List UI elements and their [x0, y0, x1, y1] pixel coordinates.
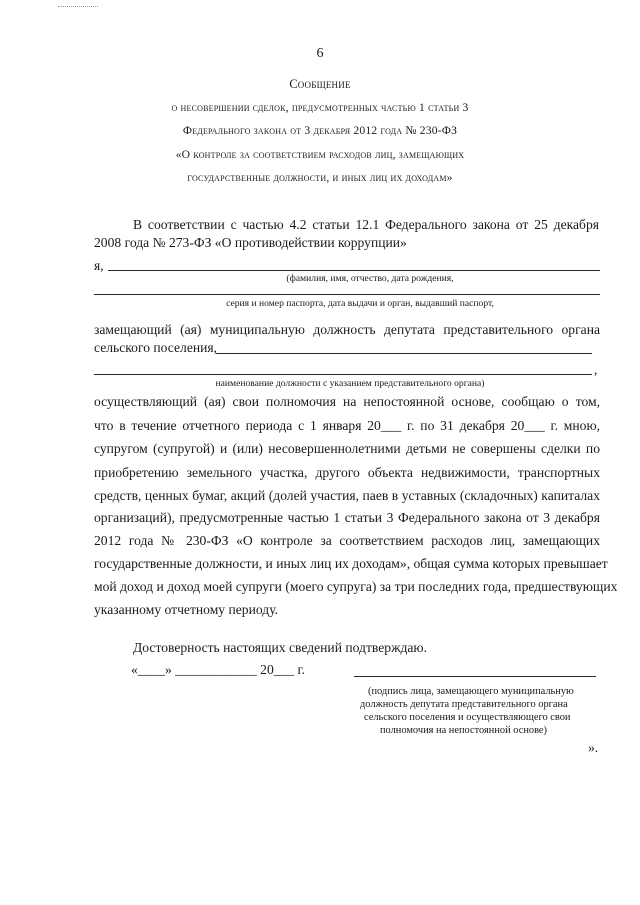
closing-quote: ». — [588, 740, 599, 755]
signature-caption-line-4: полномочия на непостоянной основе) — [380, 725, 547, 736]
date-field[interactable]: «____» ____________ 20___ г. — [131, 662, 305, 677]
header-line-3: «О контроле за соответствием расходов лиц, замещающих — [175, 148, 465, 161]
person-prefix: я, — [94, 258, 104, 273]
body-line-4: приобретению земельного участка, другого объекта недвижимости, транспортных — [94, 465, 600, 480]
position-input-line-2[interactable] — [94, 374, 592, 375]
signature-caption-line-2: должность депутата представительного органа — [360, 699, 568, 710]
header-line-4: государственные должности, и иных лиц их доходам» — [187, 171, 453, 184]
header-line-2: Федерального закона от 3 декабря 2012 года № 230-ФЗ — [182, 124, 458, 137]
header-line-1: о несовершении сделок, предусмотренных частью 1 статьи 3 — [171, 101, 469, 114]
body-line-1: осуществляющий (ая) свои полномочия на непостоянной основе, сообщаю о том, — [94, 394, 600, 409]
body-line-3: супругом (супругой) и (или) несовершеннолетними детьми не совершены сделки по — [94, 441, 600, 456]
position-line-2: сельского поселения, — [94, 340, 218, 355]
body-last-line: указанному отчетному периоду. — [94, 602, 279, 617]
person-caption: (фамилия, имя, отчество, дата рождения, — [286, 273, 454, 284]
intro-line-1: В соответствии с частью 4.2 статьи 12.1 Федерального закона от 25 декабря — [133, 217, 599, 232]
signature-input-line[interactable] — [354, 676, 596, 677]
document-title: Сообщение — [289, 77, 351, 91]
page-number: 6 — [316, 46, 324, 61]
intro-line-2: 2008 года № 273-ФЗ «О противодействии коррупции» — [94, 235, 407, 250]
position-input-line-1[interactable] — [216, 353, 592, 354]
position-caption: наименование должности с указанием представительного органа) — [215, 378, 485, 389]
body-line-9: мой доход и доход моей супруги (моего супруга) за три последних года, предшествующих — [94, 579, 618, 594]
body-line-2: что в течение отчетного периода с 1 января 20___ г. по 31 декабря 20___ г. мною, — [94, 418, 600, 433]
body-line-6: организаций), предусмотренные частью 1 статьи 3 Федерального закона от 3 декабря — [94, 510, 600, 525]
passport-input-line[interactable] — [94, 294, 600, 295]
body-line-7: 2012 года № 230-ФЗ «О контроле за соответствием расходов лиц, замещающих — [94, 533, 600, 548]
person-input-line[interactable] — [108, 270, 600, 271]
body-line-8: государственные должности, и иных лиц их доходам», общая сумма которых превышает — [94, 556, 608, 571]
signature-caption-line-3: сельского поселения и осуществляющего свои — [364, 712, 571, 723]
signature-caption-line-1: (подпись лица, замещающего муниципальную — [368, 686, 574, 697]
scan-artifact — [58, 6, 98, 9]
passport-caption: серия и номер паспорта, дата выдачи и орган, выдавший паспорт, — [226, 298, 494, 309]
confirmation-text: Достоверность настоящих сведений подтверждаю. — [133, 640, 427, 655]
position-line-end: , — [594, 362, 598, 377]
position-line-1: замещающий (ая) муниципальную должность депутата представительного органа — [94, 322, 600, 337]
body-line-5: средств, ценных бумаг, акций (долей участия, паев в уставных (складочных) капиталах — [94, 488, 600, 503]
